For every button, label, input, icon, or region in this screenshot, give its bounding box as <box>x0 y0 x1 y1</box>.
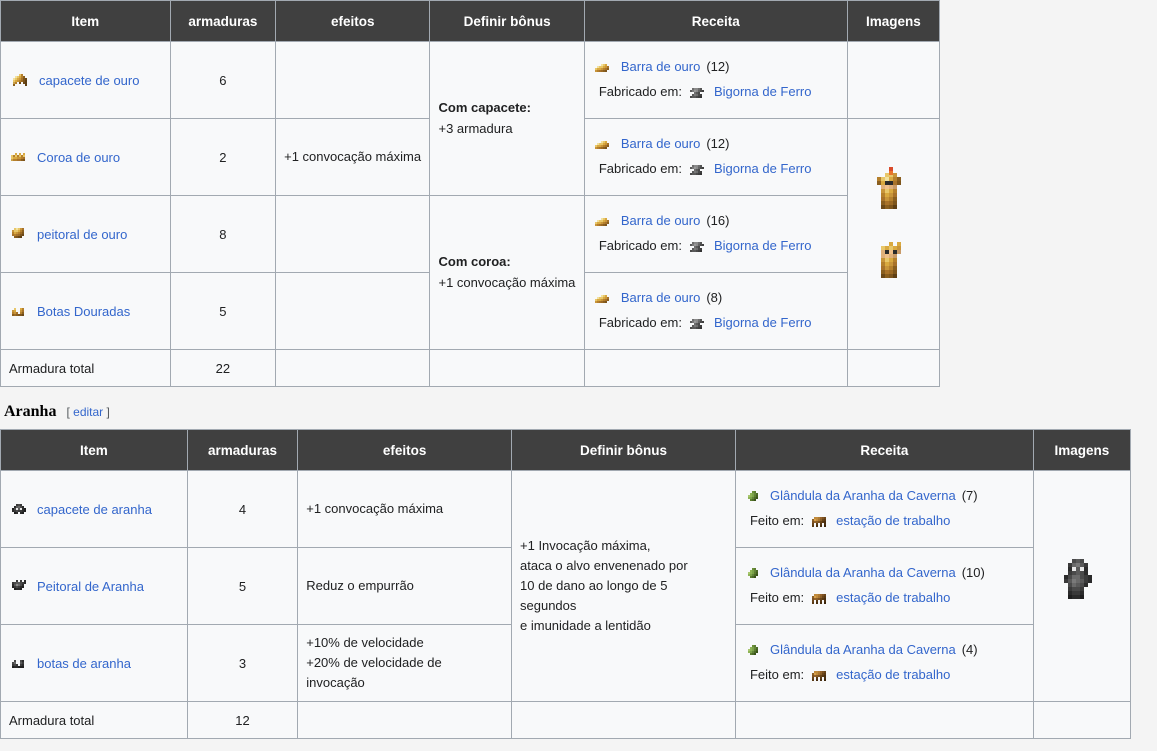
material-qty: (12) <box>706 136 730 152</box>
gold-bar-icon <box>593 58 615 78</box>
material-link[interactable]: Glândula da Aranha da Caverna <box>769 488 956 504</box>
set-bonus-value-helmet: +3 armadura <box>438 120 513 136</box>
spider-gland-icon <box>744 641 764 661</box>
set-bonus-value-crown: +1 convocação máxima <box>438 274 576 290</box>
gold-bar-icon <box>593 212 615 232</box>
material-link[interactable]: Barra de ouro <box>620 290 701 306</box>
total-empty-recipe <box>735 702 1033 739</box>
effects-cell <box>276 273 430 350</box>
station-link[interactable]: estação de trabalho <box>836 513 951 528</box>
spider-chestplate-icon <box>9 576 29 596</box>
station-link[interactable]: Bigorna de Ferro <box>713 238 812 253</box>
total-empty-effects <box>276 350 430 387</box>
spider-gland-icon <box>744 487 764 507</box>
total-label: Armadura total <box>1 350 171 387</box>
total-label: Armadura total <box>1 702 188 739</box>
spider-helmet-icon <box>9 499 29 519</box>
station-link[interactable]: Bigorna de Ferro <box>713 161 812 176</box>
section-heading-aranha <box>4 403 1157 421</box>
effects-cell: +1 convocação máxima <box>298 471 512 548</box>
armour-value: 6 <box>170 42 276 119</box>
table-row <box>1 471 1131 548</box>
material-qty: (16) <box>706 213 730 229</box>
table-row <box>1 196 940 273</box>
bracket-close: ] <box>106 405 110 419</box>
edit-section-wrapper <box>66 405 109 419</box>
table-total-row <box>1 702 1131 739</box>
page-section-title: Aranha <box>4 403 57 420</box>
edit-section-link[interactable]: editar <box>73 405 104 419</box>
crafted-at-label: Fabricado em: <box>598 161 682 176</box>
crafted-at-label: Feito em: <box>749 667 805 682</box>
col-header-recipe: Receita <box>735 430 1033 471</box>
item-cell <box>1 548 188 625</box>
image-cell-previews <box>847 119 939 350</box>
set-bonus-cell <box>512 471 736 702</box>
total-empty-images <box>1033 702 1130 739</box>
material-qty: (7) <box>961 488 978 504</box>
material-link[interactable]: Barra de ouro <box>620 59 701 75</box>
recipe-cell <box>735 625 1033 702</box>
item-link[interactable]: botas de aranha <box>37 655 131 671</box>
gold-helmet-icon <box>9 70 31 90</box>
workbench-icon <box>810 665 830 685</box>
gold-helmet-set-preview <box>869 167 917 231</box>
set-bonus-line-4: e imunidade a lentidão <box>520 618 651 634</box>
material-link[interactable]: Barra de ouro <box>620 136 701 152</box>
crafted-at-label: Fabricado em: <box>598 315 682 330</box>
station-link[interactable]: Bigorna de Ferro <box>713 315 812 330</box>
total-empty-effects <box>298 702 512 739</box>
armour-value: 5 <box>170 273 276 350</box>
table-header-row <box>1 1 940 42</box>
item-link[interactable]: capacete de aranha <box>37 501 152 517</box>
item-cell <box>1 196 171 273</box>
effects-cell <box>276 42 430 119</box>
table-row <box>1 42 940 119</box>
total-empty-bonus <box>512 702 736 739</box>
col-header-recipe: Receita <box>584 1 847 42</box>
total-empty-recipe <box>584 350 847 387</box>
crafted-at-label: Feito em: <box>749 590 805 605</box>
station-link[interactable]: Bigorna de Ferro <box>713 84 812 99</box>
item-cell <box>1 625 188 702</box>
workbench-icon <box>810 588 830 608</box>
col-header-set-bonus: Definir bônus <box>430 1 584 42</box>
gold-crown-set-preview <box>869 234 917 298</box>
iron-anvil-icon <box>688 313 708 333</box>
recipe-cell <box>735 471 1033 548</box>
set-bonus-label-helmet: Com capacete: <box>438 100 531 116</box>
item-cell <box>1 119 171 196</box>
col-header-images: Imagens <box>847 1 939 42</box>
item-link[interactable]: capacete de ouro <box>39 72 140 88</box>
recipe-cell <box>735 548 1033 625</box>
armour-value: 3 <box>187 625 297 702</box>
total-empty-images <box>847 350 939 387</box>
material-qty: (10) <box>961 565 985 581</box>
col-header-item: Item <box>1 430 188 471</box>
total-value: 12 <box>187 702 297 739</box>
set-bonus-label-crown: Com coroa: <box>438 254 511 270</box>
armour-value: 5 <box>187 548 297 625</box>
recipe-cell <box>584 42 847 119</box>
set-bonus-line-1: +1 Invocação máxima, <box>520 537 651 553</box>
material-link[interactable]: Glândula da Aranha da Caverna <box>769 642 956 658</box>
col-header-images: Imagens <box>1033 430 1130 471</box>
total-empty-bonus <box>430 350 584 387</box>
workbench-icon <box>810 511 830 531</box>
item-cell <box>1 273 171 350</box>
gold-chestplate-icon <box>9 224 29 244</box>
item-link[interactable]: Coroa de ouro <box>37 149 121 165</box>
crafted-at-label: Fabricado em: <box>598 238 682 253</box>
recipe-cell <box>584 119 847 196</box>
set-bonus-cell-top <box>430 42 584 196</box>
gold-bar-icon <box>593 289 615 309</box>
col-header-effects: efeitos <box>276 1 430 42</box>
col-header-set-bonus: Definir bônus <box>512 430 736 471</box>
effects-cell <box>276 196 430 273</box>
crafted-at-label: Feito em: <box>749 513 805 528</box>
set-bonus-line-3: 10 de dano ao longo de 5 segundos <box>520 577 668 614</box>
crafted-at-label: Fabricado em: <box>598 84 682 99</box>
item-link[interactable]: peitoral de ouro <box>37 226 128 242</box>
spider-set-preview <box>1058 553 1106 617</box>
armour-value: 8 <box>170 196 276 273</box>
table-total-row <box>1 350 940 387</box>
material-qty: (4) <box>961 642 978 658</box>
set-bonus-line-2: ataca o alvo envenenado por <box>520 557 688 573</box>
item-cell <box>1 471 188 548</box>
effects-cell: Reduz o empurrão <box>298 548 512 625</box>
iron-anvil-icon <box>688 82 708 102</box>
effects-cell: +1 convocação máxima <box>276 119 430 196</box>
station-link[interactable]: estação de trabalho <box>836 667 951 682</box>
gold-armour-table <box>0 0 940 387</box>
iron-anvil-icon <box>688 236 708 256</box>
col-header-effects: efeitos <box>298 430 512 471</box>
recipe-cell <box>584 273 847 350</box>
image-cell-previews <box>1033 471 1130 702</box>
bracket-open: [ <box>66 405 70 419</box>
material-link[interactable]: Barra de ouro <box>620 213 701 229</box>
spider-armour-table <box>0 429 1131 739</box>
gold-bar-icon <box>593 135 615 155</box>
material-qty: (12) <box>706 59 730 75</box>
material-link[interactable]: Glândula da Aranha da Caverna <box>769 565 956 581</box>
item-cell <box>1 42 171 119</box>
table-header-row <box>1 430 1131 471</box>
effect-line-2: +20% de velocidade de invocação <box>306 654 442 691</box>
set-bonus-cell-bottom <box>430 196 584 350</box>
col-header-armour: armaduras <box>187 430 297 471</box>
item-link[interactable]: Peitoral de Aranha <box>37 578 144 594</box>
armour-value: 2 <box>170 119 276 196</box>
iron-anvil-icon <box>688 159 708 179</box>
material-qty: (8) <box>706 290 723 306</box>
effects-cell <box>298 625 512 702</box>
spider-gland-icon <box>744 564 764 584</box>
image-cell-empty <box>847 42 939 119</box>
spider-boots-icon <box>9 653 29 673</box>
col-header-armour: armaduras <box>170 1 276 42</box>
col-header-item: Item <box>1 1 171 42</box>
gold-boots-icon <box>9 301 29 321</box>
gold-crown-icon <box>9 147 29 167</box>
total-value: 22 <box>170 350 276 387</box>
recipe-cell <box>584 196 847 273</box>
item-link[interactable]: Botas Douradas <box>37 303 131 319</box>
armour-value: 4 <box>187 471 297 548</box>
station-link[interactable]: estação de trabalho <box>836 590 951 605</box>
effect-line-1: +10% de velocidade <box>306 634 424 650</box>
